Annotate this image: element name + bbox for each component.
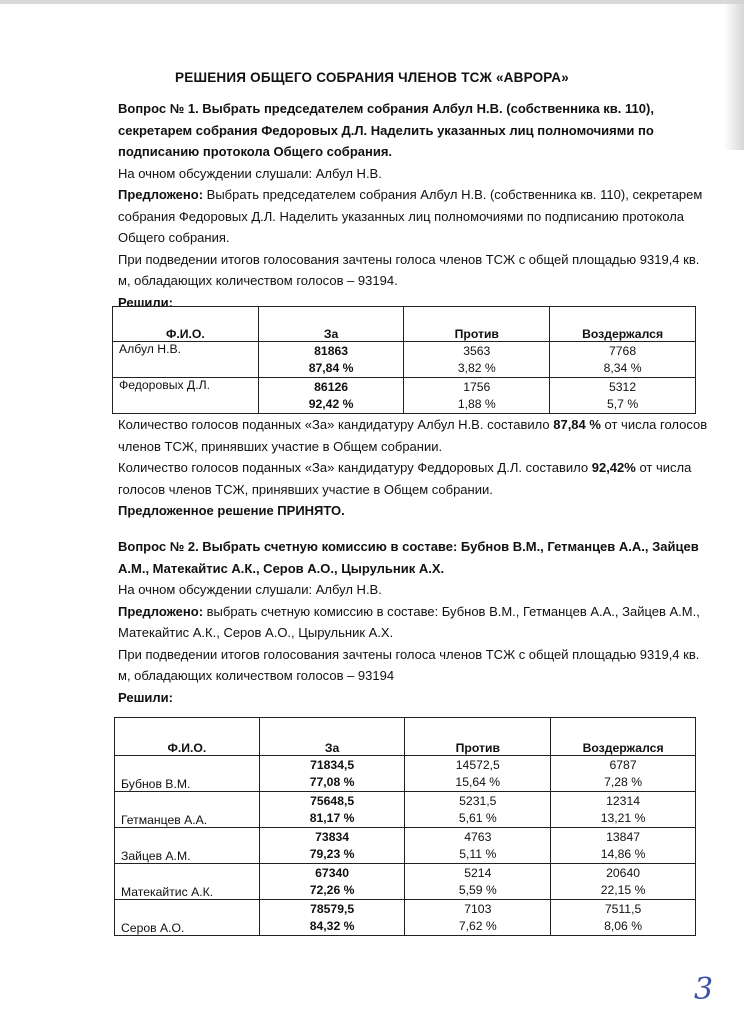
cell-fio: Серов А.О. xyxy=(115,900,260,936)
proposed-text: выбрать счетную комиссию в составе: Бубнов В.М., Гетманцев А.А., Зайцев А.М., Матекайтис А.К., Серов А.О., Цырульник А.Х. xyxy=(118,603,700,640)
cell-against-count: 7103 xyxy=(464,901,492,916)
cell-abstain-percent: 8,34 % xyxy=(603,360,642,375)
cell-against-count: 5214 xyxy=(464,865,492,880)
cell-against xyxy=(405,756,551,792)
cell-against-count: 1756 xyxy=(463,379,491,394)
cell-abstain-percent: 14,86 % xyxy=(600,846,646,861)
cell-against-percent: 3,82 % xyxy=(457,360,496,375)
cell-for xyxy=(258,378,404,414)
cell-abstain-count: 5312 xyxy=(609,379,637,394)
question-2-vote-table xyxy=(114,717,696,936)
cell-abstain-percent: 13,21 % xyxy=(600,810,646,825)
result-fedorovykh-post: от числа голосов членов ТСЖ, принявших участие в Общем собрании. xyxy=(118,460,692,497)
cell-abstain xyxy=(551,792,696,828)
proposed-label: Предложено: xyxy=(118,187,204,202)
question-2-heading: Вопрос № 2. Выбрать счетную комиссию в составе: Бубнов В.М., Гетманцев А.А., Зайцев А.М., Матекайтис А.К., Серов А.О., Цырульник А.Х. xyxy=(118,539,699,576)
table-row xyxy=(115,900,696,936)
decision-accepted: Предложенное решение ПРИНЯТО. xyxy=(118,503,345,518)
scan-edge-top xyxy=(0,0,744,4)
question-1-results xyxy=(118,414,708,522)
question-2-proposed xyxy=(118,601,708,644)
cell-for-percent: 81,17 % xyxy=(309,810,355,825)
result-albul-pct: 87,84 % xyxy=(553,417,601,432)
header-fio: Ф.И.О. xyxy=(115,718,260,756)
cell-abstain-percent: 5,7 % xyxy=(606,396,639,411)
question-2-decided: Решили: xyxy=(118,689,173,705)
result-albul-pre: Количество голосов поданных «За» кандидатуру Албул Н.В. составило xyxy=(118,417,554,432)
cell-for xyxy=(259,792,405,828)
cell-abstain-count: 7768 xyxy=(609,343,637,358)
cell-for xyxy=(259,864,405,900)
handwritten-page-number: 3 xyxy=(694,972,714,1007)
cell-abstain-count: 12314 xyxy=(606,793,641,808)
cell-against-percent: 7,62 % xyxy=(458,918,497,933)
result-albul xyxy=(118,414,708,457)
cell-against xyxy=(405,900,551,936)
cell-for-percent: 84,32 % xyxy=(309,918,355,933)
cell-for-count: 67340 xyxy=(315,865,350,880)
cell-for xyxy=(258,342,404,378)
cell-abstain xyxy=(551,756,696,792)
table-row xyxy=(115,828,696,864)
cell-for-percent: 87,84 % xyxy=(308,360,354,375)
question-1-heading: Вопрос № 1. Выбрать председателем собрания Албул Н.В. (собственника кв. 110), секретарем собрания Федоровых Д.Л. Наделить указанных лиц полномочиями по подписанию протокола Общего собрания. xyxy=(118,101,654,159)
cell-against xyxy=(405,864,551,900)
cell-abstain-percent: 22,15 % xyxy=(600,882,646,897)
result-albul-post: от числа голосов членов ТСЖ, принявших участие в Общем собрании. xyxy=(118,417,708,454)
cell-abstain-percent: 7,28 % xyxy=(604,774,643,789)
cell-for-percent: 72,26 % xyxy=(309,882,355,897)
cell-abstain xyxy=(551,864,696,900)
cell-fio: Албул Н.В. xyxy=(113,342,259,378)
question-2-block xyxy=(118,536,708,708)
cell-for-count: 86126 xyxy=(314,379,349,394)
cell-fio: Гетманцев А.А. xyxy=(115,792,260,828)
table-row xyxy=(115,756,696,792)
question-2-counting: При подведении итогов голосования зачтены голоса членов ТСЖ с общей площадью 9319,4 кв. м, обладающих количеством голосов – 93194 xyxy=(118,646,700,683)
table-row xyxy=(113,378,696,414)
cell-for-count: 71834,5 xyxy=(310,757,355,772)
cell-fio: Федоровых Д.Л. xyxy=(113,378,259,414)
question-1-block xyxy=(118,98,708,313)
question-1-counting: При подведении итогов голосования зачтены голоса членов ТСЖ с общей площадью 9319,4 кв. м, обладающих количеством голосов – 93194. xyxy=(118,251,700,288)
cell-for-count: 78579,5 xyxy=(310,901,355,916)
cell-for xyxy=(259,828,405,864)
cell-against xyxy=(405,828,551,864)
header-for: За xyxy=(258,307,404,342)
document-title: РЕШЕНИЯ ОБЩЕГО СОБРАНИЯ ЧЛЕНОВ ТСЖ «АВРОРА» xyxy=(175,70,569,85)
header-for: За xyxy=(259,718,405,756)
question-1-heard: На очном обсуждении слушали: Албул Н.В. xyxy=(118,165,382,181)
result-fedorovykh-pct: 92,42% xyxy=(591,460,636,475)
table-row xyxy=(113,342,696,378)
cell-against-percent: 5,61 % xyxy=(458,810,497,825)
cell-against-count: 4763 xyxy=(464,829,492,844)
table-header-row xyxy=(115,718,696,756)
result-fedorovykh xyxy=(118,457,708,500)
cell-for-percent: 92,42 % xyxy=(308,396,354,411)
cell-fio: Матекайтис А.К. xyxy=(115,864,260,900)
cell-abstain xyxy=(550,378,696,414)
cell-abstain-count: 20640 xyxy=(606,865,641,880)
cell-abstain xyxy=(551,900,696,936)
cell-abstain-count: 6787 xyxy=(609,757,637,772)
cell-for xyxy=(259,900,405,936)
cell-against-percent: 5,11 % xyxy=(459,846,497,861)
cell-against-count: 3563 xyxy=(463,343,491,358)
header-against: Против xyxy=(405,718,551,756)
cell-against xyxy=(404,378,550,414)
cell-against-percent: 1,88 % xyxy=(457,396,496,411)
cell-fio: Зайцев А.М. xyxy=(115,828,260,864)
cell-against-percent: 15,64 % xyxy=(455,774,501,789)
cell-abstain-count: 7511,5 xyxy=(604,901,642,916)
header-fio: Ф.И.О. xyxy=(113,307,259,342)
question-1-decided: Решили: xyxy=(118,294,173,310)
result-fedorovykh-pre: Количество голосов поданных «За» кандидатуру Феддоровых Д.Л. составило xyxy=(118,460,592,475)
cell-abstain xyxy=(550,342,696,378)
cell-for-count: 73834 xyxy=(315,829,350,844)
table-header-row xyxy=(113,307,696,342)
cell-abstain-percent: 8,06 % xyxy=(604,918,643,933)
header-abstain: Воздержался xyxy=(550,307,696,342)
proposed-text: Выбрать председателем собрания Албул Н.В. (собственника кв. 110), секретарем собрания Федоровых Д.Л. Наделить указанных лиц полномочиями по подписанию протокола Общего собрания. xyxy=(118,187,703,245)
cell-against-count: 14572,5 xyxy=(455,757,500,772)
header-against: Против xyxy=(404,307,550,342)
cell-for-percent: 79,23 % xyxy=(309,846,355,861)
question-1-vote-table xyxy=(112,306,696,414)
cell-for-percent: 77,08 % xyxy=(309,774,355,789)
cell-for-count: 81863 xyxy=(314,343,349,358)
table-row xyxy=(115,792,696,828)
cell-against-percent: 5,59 % xyxy=(458,882,497,897)
cell-for-count: 75648,5 xyxy=(310,793,355,808)
question-2-heard: На очном обсуждении слушали: Албул Н.В. xyxy=(118,582,382,597)
cell-against xyxy=(405,792,551,828)
cell-fio: Бубнов В.М. xyxy=(115,756,260,792)
proposed-label: Предложено: xyxy=(118,603,204,619)
cell-against-count: 5231,5 xyxy=(459,793,497,808)
question-1-proposed xyxy=(118,184,708,249)
cell-against xyxy=(404,342,550,378)
cell-abstain-count: 13847 xyxy=(606,829,641,844)
cell-for xyxy=(259,756,405,792)
cell-abstain xyxy=(551,828,696,864)
table-row xyxy=(115,864,696,900)
header-abstain: Воздержался xyxy=(551,718,696,756)
